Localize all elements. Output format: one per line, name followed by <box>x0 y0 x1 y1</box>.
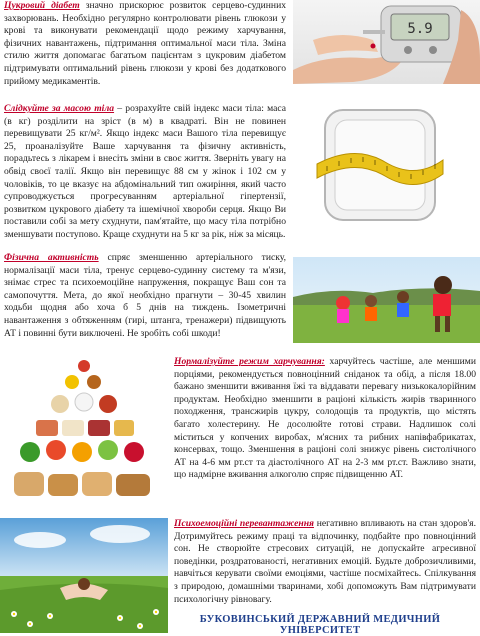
stress-paragraph <box>174 518 476 606</box>
food-pyramid-image <box>0 348 168 516</box>
activity-body: спряє зменшенню артеріального тиску, нормалізації маси тіла, тренує серцево-судинну систему та м'язи, знімає стрес та психоемоційне напруження, покращує Ваш сон та самопочуття. Мета, до якої необхідно прагнути – 30-45 хвилин ходьби щодня або хоча б 5 днів на тиждень. Ізометричні навантаження з обтяженням (гирі, штанга, тренажери) підвищують АТ і повинні бути виключені. Не зробіть собі шкоди! <box>4 252 286 339</box>
nutrition-heading: Нормалізуйте режим харчування: <box>174 356 325 367</box>
activity-heading: Фізична активність <box>4 252 99 263</box>
activity-paragraph <box>4 252 286 340</box>
diabetes-paragraph <box>4 0 286 88</box>
nutrition-body: харчуйтесь частіше, але меншими порціями, рекомендується повноцінний сніданок та обід, а після 18.00 бажано зменшити вживання їжі та віддавати перевагу низькокалорійним продуктам. Необхідно зменшити в раціоні кількість жирів тваринного походження, трансжирів цукру, солодощів та продуктів, що містять багато холестерину. Не досолюйте готові страви. Надлишок солі міститься у копчених виробах, м'ясних та рибних напівфабрикатах, консервах, тощо. Зменшення в раціоні солі знижує рівень систолічного АТ на 4-6 мм рт.ст та діастолічного АТ на 2-3 мм рт.ст. Важливо знати, що надмірне вживання алкоголю спряє підвищенню АТ. <box>174 356 477 481</box>
diabetes-body: значно прискорює розвиток серцево-судинних захворювань. Необхідно регулярно контролювати рівень глюкози у крові та виконувати рекомендації щодо режиму харчування, фізичних навантажень, підтримання оптимальної маси тіла. Зміна стилю життя допомагає багатьом пацієнтам з цукровим діабетом підтримувати оптимальний рівень глюкози у крові без додаткового прийому медикаментів. <box>4 0 286 87</box>
meadow-relax-image <box>0 518 168 633</box>
running-children-image <box>293 257 480 343</box>
glucometer-reading: 5.9 <box>407 21 433 37</box>
weight-body: – розрахуйте свій індекс маси тіла: маса (в кг) розділити на зріст (в м) в квадраті. Він не повинен перевищувати 25 кг/м². Якщо індекс маси Вашого тіла перевищує 25, проаналізуйте Ваше харчування та фізичну активність, порадьтесь з лікарем і внесіть зміни в своє життя. Зверніть увагу на обвід своєї талії. Якщо він перевищує 88 см у жінок і 102 см у чоловіків, то це вказує на абдомінальний тип ожиріння, який часто супроводжується прогресуванням артеріальної гіпертензії, розвитком цукрового діабету та ішемічної хвороби серця. Якщо Ви поставили собі за мету схуднути, пам'ятайте, що масу тіла потрібно зменшувати поступово. Краще схуднути на 5 кг за рік, ніж за місяць. <box>4 103 286 240</box>
weight-heading: Слідкуйте за масою тіла <box>4 103 115 114</box>
stress-body: негативно впливають на стан здоров'я. Дотримуйтесь режиму праці та відпочинку, подбайте про повноцінний сон. Не створюйте стресових ситуацій, не допускайте агресивної поведінки, роздратованості, негативних емоцій. Будьте доброзичливими, навчіться керувати своїми емоціями, частіше посміхайтесь. Спілкування з природою, домашніми тваринами, хобі допоможуть Вам підтримувати психологічну рівновагу. <box>174 518 476 605</box>
scale-tape-image <box>315 104 445 226</box>
weight-paragraph <box>4 103 286 242</box>
university-footer: БУКОВИНСЬКИЙ ДЕРЖАВНИЙ МЕДИЧНИЙ УНІВЕРСИТЕТ <box>199 614 441 636</box>
diabetes-heading: Цукровий діабет <box>4 0 80 11</box>
nutrition-paragraph <box>174 356 476 482</box>
stress-heading: Психоемоційні перевантаження <box>174 518 314 529</box>
glucometer-image <box>293 0 480 84</box>
